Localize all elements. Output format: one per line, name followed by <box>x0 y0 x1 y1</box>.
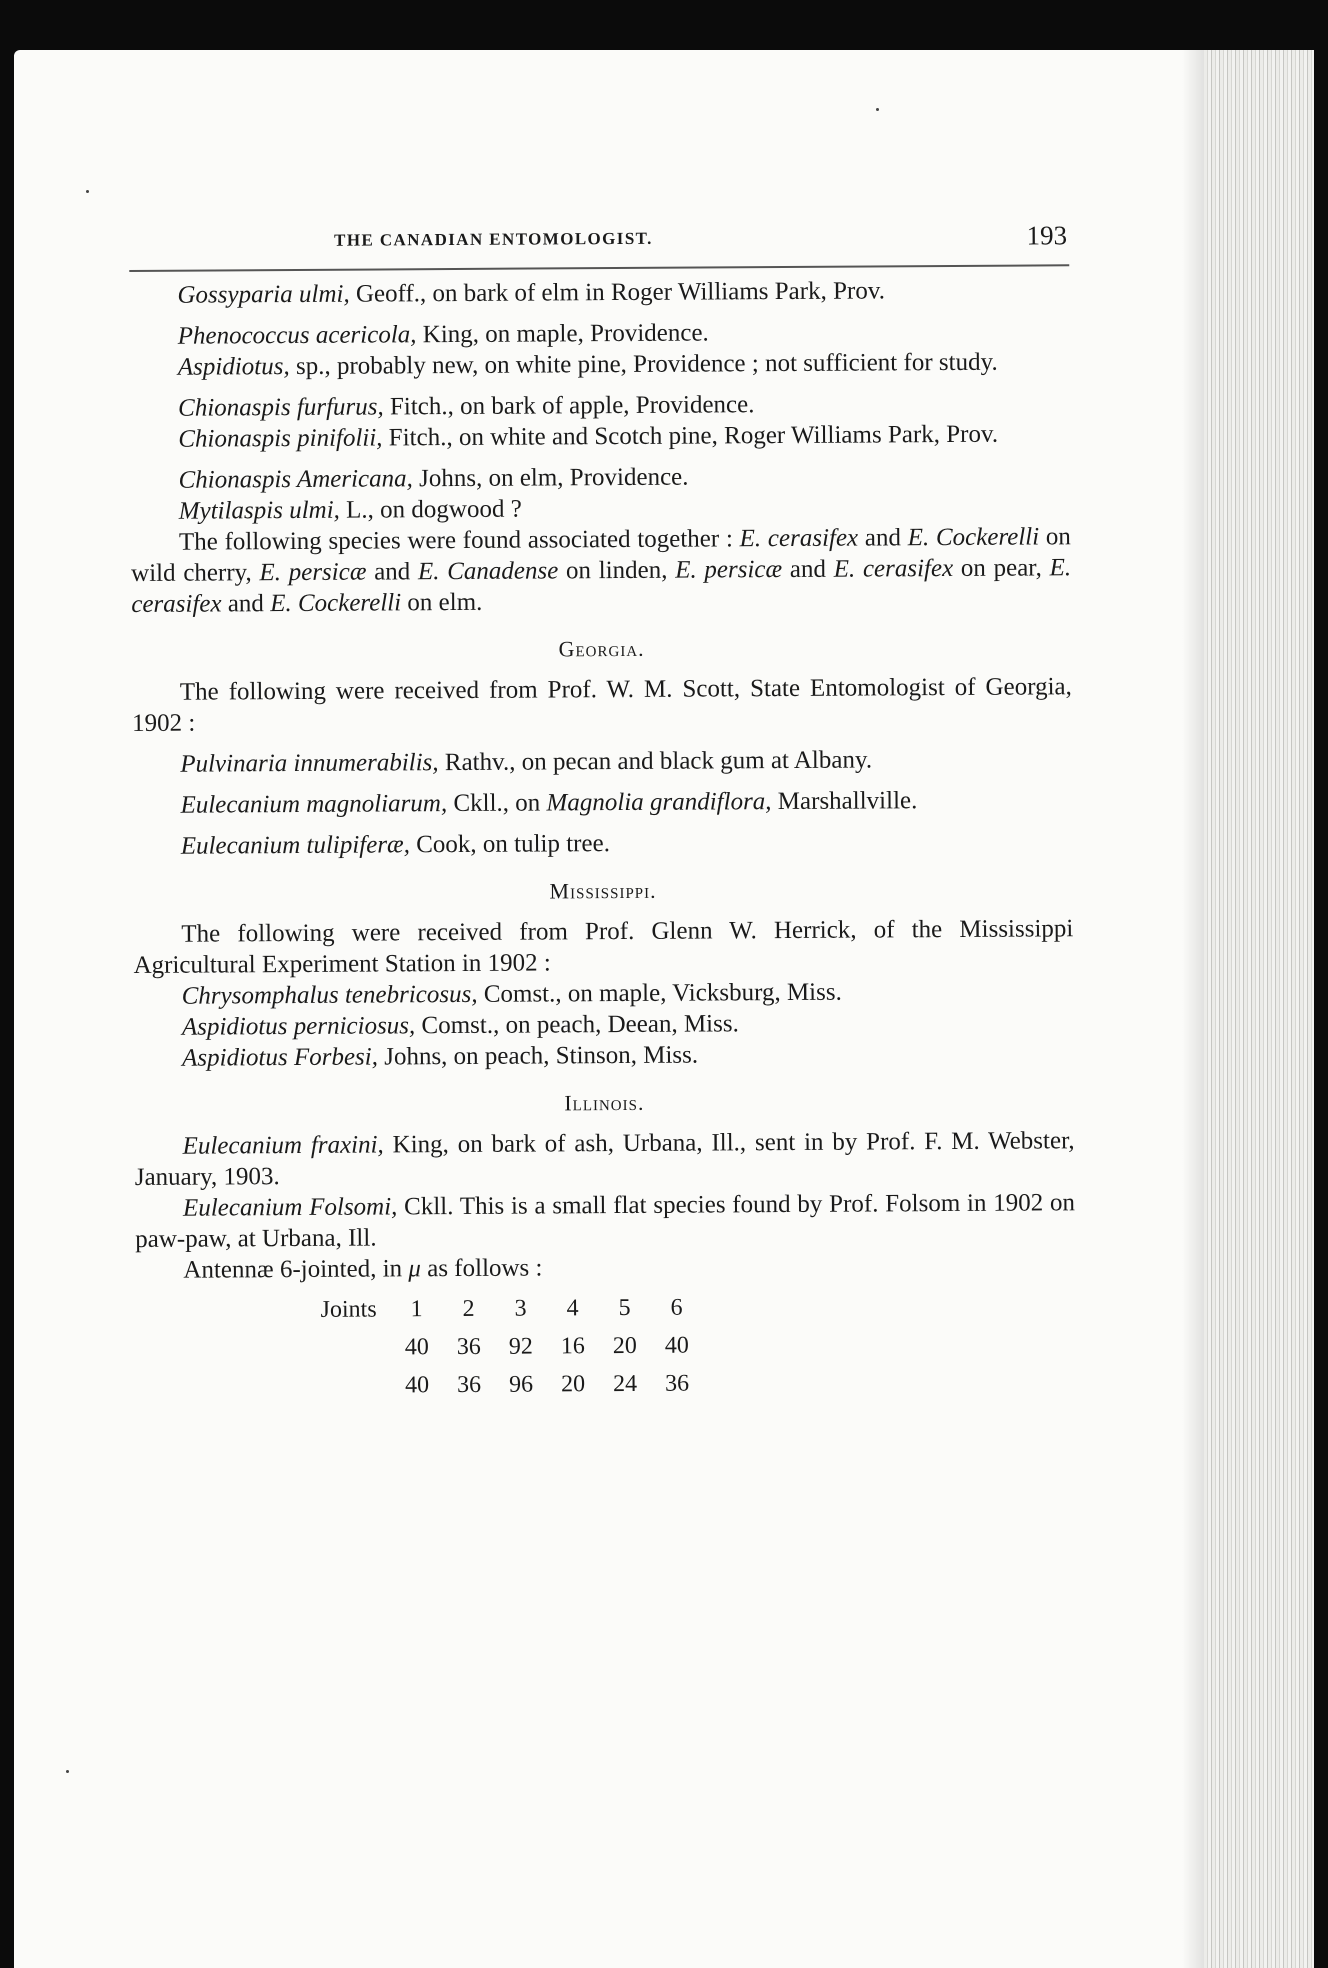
record-text: Ckll. This is a small flat species found by Prof. Folsom in 1902 on paw-paw, at Urbana, Ill. <box>135 1189 1076 1253</box>
table-row <box>321 1327 703 1367</box>
species-name: Chionaspis furfurus, <box>178 393 384 422</box>
table-header-cell: 4 <box>566 1294 579 1321</box>
section-heading-illinois: Illinois. <box>564 1089 645 1116</box>
table-header-cell: 2 <box>462 1295 475 1322</box>
text-run: and <box>221 590 271 618</box>
table-header-cell: 3 <box>514 1295 527 1322</box>
table-header-cell: 5 <box>618 1294 631 1321</box>
table-cell: 96 <box>509 1371 534 1398</box>
text-run: and <box>782 555 834 584</box>
record-text: L., on dogwood ? <box>339 495 522 524</box>
species-name: Phenococcus acericola, <box>177 321 417 350</box>
species-name: Aspidiotus, <box>177 353 290 381</box>
table-cell: 20 <box>561 1370 586 1397</box>
table-header-row <box>321 1289 703 1329</box>
species-name: Eulecanium Folsomi, <box>182 1193 398 1222</box>
scan-speck <box>876 108 879 111</box>
species-name: Chrysomphalus tenebricosus, <box>181 980 478 1010</box>
table-cell: 36 <box>457 1371 482 1398</box>
page-number: 193 <box>1026 220 1068 251</box>
species-name: E. cerasifex <box>739 524 859 553</box>
species-name: E. Cockerelli <box>907 523 1040 552</box>
record-text: Comst., on maple, Vicksburg, Miss. <box>477 978 842 1008</box>
species-name: Aspidiotus Forbesi, <box>182 1043 379 1072</box>
record-text: King, on maple, Providence. <box>416 319 709 349</box>
table-cell: 36 <box>456 1333 481 1360</box>
host-name: Magnolia grandiflora, <box>546 788 772 817</box>
record-aspidiotus-forbesi <box>134 1037 1074 1074</box>
text-run: on pear, <box>953 554 1050 582</box>
text-run: as follows : <box>420 1254 543 1283</box>
record-text: sp., probably new, on white pine, Providence ; not sufficient for study. <box>289 348 998 381</box>
species-name: E. Canadense <box>417 557 559 586</box>
scan-speck <box>66 1770 69 1773</box>
table-row-label: Joints <box>320 1296 377 1323</box>
record-gossyparia <box>129 274 1069 311</box>
record-eulecanium-tulipiferae <box>133 825 1073 862</box>
table-cell: 36 <box>665 1370 690 1397</box>
record-text: Fitch., on white and Scotch pine, Roger Williams Park, Prov. <box>382 420 999 452</box>
mu-symbol: μ <box>408 1255 422 1283</box>
species-name: E. cerasifex <box>131 554 1072 618</box>
table-header-cell: 6 <box>670 1294 683 1321</box>
running-head <box>129 220 1069 272</box>
text-run: and <box>858 524 908 552</box>
table-cell: 40 <box>664 1332 689 1359</box>
record-chionaspis-pinifolii <box>130 418 1070 455</box>
journal-title: THE CANADIAN ENTOMOLOGIST. <box>334 228 653 250</box>
record-text: Marshallville. <box>771 787 918 816</box>
species-name: Eulecanium fraxini, <box>182 1131 384 1160</box>
record-text: King, on bark of ash, Urbana, Ill., sent in by Prof. F. M. Webster, January, 1903. <box>134 1127 1075 1191</box>
table-empty-cell <box>321 1366 391 1404</box>
text-run: on elm. <box>401 588 483 617</box>
record-text: Geoff., on bark of elm in Roger Williams Park, Prov. <box>349 277 885 308</box>
georgia-intro: The following were received from Prof. W. M. Scott, State Entomologist of Georgia, 1902 : <box>131 673 1072 737</box>
record-text: Johns, on elm, Providence. <box>412 463 689 493</box>
table-cell: 92 <box>508 1333 533 1360</box>
page-text <box>129 220 1076 1406</box>
record-pulvinaria <box>132 743 1072 780</box>
species-name: E. cerasifex <box>833 554 954 583</box>
antennae-joints-table <box>321 1289 704 1405</box>
book-page <box>14 50 1314 1968</box>
species-name: Aspidiotus perniciosus, <box>181 1012 416 1041</box>
record-eulecanium-fraxini <box>135 1125 1075 1193</box>
record-text: Rathv., on pecan and black gum at Albany. <box>438 746 873 777</box>
species-name: E. Cockerelli <box>270 589 402 618</box>
species-name: Chionaspis pinifolii, <box>178 424 383 453</box>
record-eulecanium-folsomi <box>135 1187 1075 1255</box>
antennae-note <box>135 1249 1075 1286</box>
table-cell: 40 <box>404 1333 429 1360</box>
record-text: Ckll., on <box>447 789 547 818</box>
species-name: E. persicæ <box>259 558 367 587</box>
page-edges <box>1204 50 1314 1968</box>
mississippi-intro: The following were received from Prof. Glenn W. Herrick, of the Mississippi Agricultural Experiment Station in 1902 : <box>133 915 1074 979</box>
table-cell: 24 <box>613 1370 638 1397</box>
record-text: Johns, on peach, Stinson, Miss. <box>377 1041 699 1071</box>
scan-speck <box>86 190 89 193</box>
text-run: and <box>366 558 419 586</box>
table-empty-cell <box>321 1328 391 1366</box>
associated-species-paragraph <box>131 521 1072 620</box>
page-gutter-shadow <box>1182 50 1204 1968</box>
section-heading-georgia: Georgia. <box>558 635 645 662</box>
text-run: Antennæ 6-jointed, in <box>183 1255 409 1284</box>
table-cell: 16 <box>560 1332 585 1359</box>
text-run: on wild cherry, <box>131 523 1071 587</box>
species-name: Gossyparia ulmi, <box>177 280 350 309</box>
section-heading-mississippi: Mississippi. <box>549 877 657 904</box>
species-name: Mytilaspis ulmi, <box>178 496 340 525</box>
table-cell: 40 <box>405 1371 430 1398</box>
table-header-cell: 1 <box>410 1295 423 1322</box>
record-text: Comst., on peach, Deean, Miss. <box>415 1010 739 1040</box>
text-run: on linden, <box>558 556 676 585</box>
table-row <box>321 1365 703 1405</box>
species-name: E. persicæ <box>675 556 783 584</box>
text-run: The following species were found associated together : <box>178 525 740 556</box>
record-text: Cook, on tulip tree. <box>409 830 610 859</box>
record-text: Fitch., on bark of apple, Providence. <box>383 391 755 421</box>
species-name: Pulvinaria innumerabilis, <box>180 749 439 778</box>
species-name: Chionaspis Americana, <box>178 465 413 494</box>
record-eulecanium-magnoliarum <box>132 784 1072 821</box>
record-aspidiotus-sp <box>130 346 1070 383</box>
species-name: Eulecanium tulipiferæ, <box>180 831 411 860</box>
table-cell: 20 <box>612 1332 637 1359</box>
species-name: Eulecanium magnoliarum, <box>180 790 448 819</box>
